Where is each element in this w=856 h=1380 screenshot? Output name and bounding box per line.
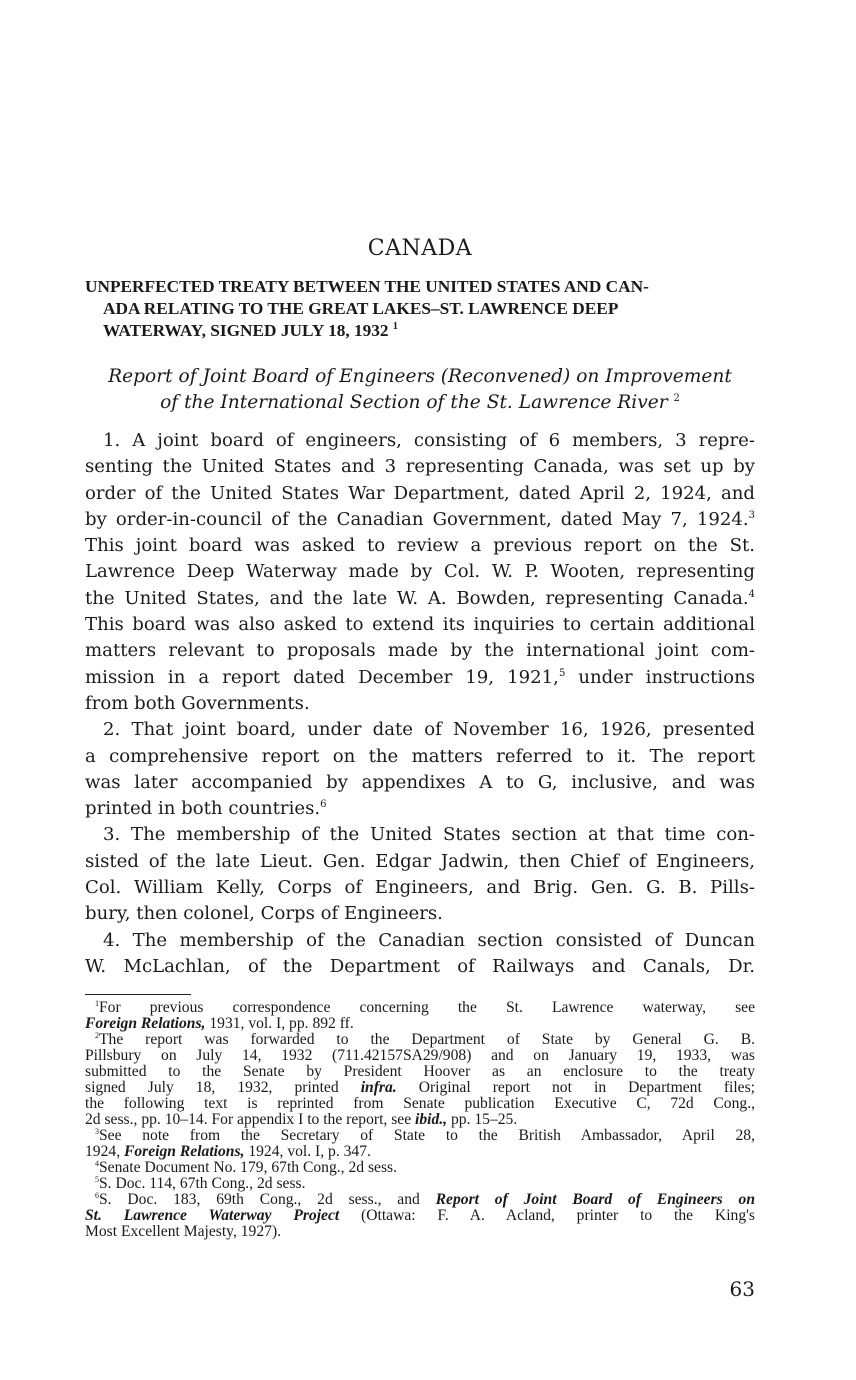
footnote-line: signed July 18, 1932, printed infra. Original report not in Department files;	[85, 1079, 755, 1096]
footnote-line: Most Excellent Majesty, 1927).	[85, 1223, 282, 1240]
subtitle-line: Report of Joint Board of Engineers (Reconvened) on Improvement	[108, 366, 732, 387]
footnote-line: 1924, Foreign Relations, 1924, vol. I, p. 347.	[85, 1143, 371, 1160]
subtitle-line: of the International Section of the St. Lawrence River $^2$	[160, 392, 680, 413]
footnote-line: 2d sess., pp. 10–14. For appendix I to the report, see ibid., pp. 15–25.	[85, 1111, 518, 1128]
footnote-divider	[85, 994, 191, 995]
paragraph-line: the United States, and the late W. A. Bowden, representing Canada.$^4$	[85, 587, 755, 609]
paragraph-line: 1. A joint board of engineers, consisting of 6 members, 3 repre-	[103, 430, 755, 451]
footnote-line: Foreign Relations, 1931, vol. I, pp. 892 ff.	[85, 1015, 354, 1032]
paragraph-line: by order-in-council of the Canadian Government, dated May 7, 1924.$^3$	[85, 508, 755, 530]
treaty-title	[85, 276, 755, 342]
paragraph-line: This board was also asked to extend its inquiries to certain additional	[85, 614, 755, 636]
paragraph-line: matters relevant to proposals made by the international joint com-	[85, 640, 755, 662]
footnote-line: the following text is reprinted from Senate publication Executive C, 72d Cong.,	[85, 1095, 755, 1112]
footnote-line: $^1$For previous correspondence concerning the St. Lawrence waterway, see	[95, 998, 755, 1016]
footnote-line: St. Lawrence Waterway Project (Ottawa: F. A. Acland, printer to the King's	[85, 1207, 755, 1224]
paragraph-line: Lawrence Deep Waterway made by Col. W. P. Wooten, representing	[85, 561, 755, 583]
paragraph-line: mission in a report dated December 19, 1921,$^5$ under instructions	[85, 666, 756, 688]
footnote-ref: 2	[673, 392, 680, 404]
paragraph-line: a comprehensive report on the matters referred to it. The report	[85, 745, 755, 767]
paragraph-line: W. McLachlan, of the Department of Railways and Canals, Dr.	[85, 955, 755, 977]
paragraph-line: 2. That joint board, under date of November 16, 1926, presented	[103, 719, 755, 741]
report-subtitle	[85, 364, 755, 416]
footnote-ref: 4	[748, 588, 755, 600]
paragraph-line: 3. The membership of the United States section at that time con-	[103, 824, 755, 846]
footnote-ref: 5	[558, 667, 566, 679]
treaty-title-line: WATERWAY, SIGNED JULY 18, 1932 $^1$	[103, 321, 398, 340]
footnotes	[85, 1000, 755, 1240]
treaty-title-line: UNPERFECTED TREATY BETWEEN THE UNITED STATES AND CAN-	[85, 277, 649, 296]
paragraph-line: sisted of the late Lieut. Gen. Edgar Jadwin, then Chief of Engineers,	[85, 850, 755, 872]
footnote-ref: 1	[392, 321, 398, 333]
footnote-line: $^2$The report was forwarded to the Department of State by General G. B.	[95, 1030, 755, 1048]
paragraph-line: from both Governments.	[85, 692, 310, 714]
footnote-line: $^6$S. Doc. 183, 69th Cong., 2d sess., and Report of Joint Board of Engineers on	[95, 1190, 755, 1208]
treaty-title-line: ADA RELATING TO THE GREAT LAKES–ST. LAWRENCE DEEP	[103, 299, 619, 318]
footnote-line: Pillsbury on July 14, 1932 (711.42157SA29/908) and on January 19, 1933, was	[85, 1047, 755, 1064]
paragraph-line: senting the United States and 3 representing Canada, was set up by	[85, 456, 755, 478]
footnote-line: $^3$See note from the Secretary of State to the British Ambassador, April 28,	[95, 1126, 755, 1144]
body-text	[85, 428, 755, 980]
footnote-line: $^4$Senate Document No. 179, 67th Cong., 2d sess.	[95, 1158, 397, 1176]
footnote-ref: 6	[320, 799, 327, 811]
footnote-ref: 3	[748, 509, 755, 521]
paragraph-line: order of the United States War Department, dated April 2, 1924, and	[85, 482, 755, 504]
page-number: 63	[729, 1277, 755, 1301]
footnote-line: $^5$S. Doc. 114, 67th Cong., 2d sess.	[95, 1174, 306, 1192]
footnote-line: submitted to the Senate by President Hoover as an enclosure to the treaty	[85, 1063, 755, 1080]
paragraph-line: This joint board was asked to review a previous report on the St.	[85, 535, 755, 557]
paragraph-line: printed in both countries.$^6$	[85, 798, 327, 820]
paragraph-line: Col. William Kelly, Corps of Engineers, and Brig. Gen. G. B. Pills-	[85, 877, 755, 899]
document-page	[85, 0, 755, 1380]
paragraph-line: bury, then colonel, Corps of Engineers.	[85, 903, 443, 925]
paragraph-line: 4. The membership of the Canadian section consisted of Duncan	[103, 929, 755, 951]
paragraph-line: was later accompanied by appendixes A to G, inclusive, and was	[85, 771, 755, 793]
page-heading: CANADA	[367, 236, 473, 261]
